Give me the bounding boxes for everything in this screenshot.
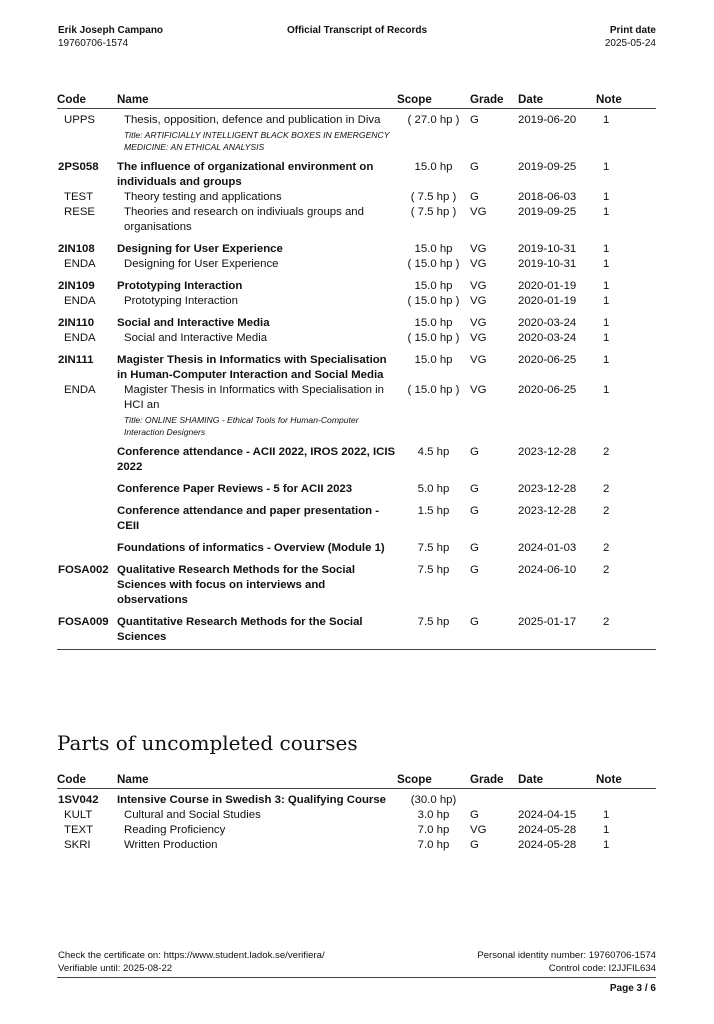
course-grade: G [470,191,479,203]
course-name-text: The influence of organizational environment on individuals and groups [117,161,374,188]
course-grade: G [470,114,479,126]
table-row [57,534,656,556]
course-grade: VG [470,354,487,366]
course-grade: G [470,839,479,851]
course-name-text: Prototyping Interaction [124,295,238,307]
course-grade: VG [470,824,487,836]
course-scope: 7.5 hp [417,616,450,628]
course-name [117,153,397,190]
course-date: 2020-01-19 [518,280,577,292]
course-name [117,331,397,346]
course-name-text: Reading Proficiency [124,824,226,836]
course-name-text: Social and Interactive Media [117,317,270,329]
table-row [57,497,656,534]
course-grade: G [470,505,479,517]
col-grade: Grade [470,93,518,109]
course-name [117,497,397,534]
course-name [117,190,397,205]
course-code: 2IN109 [58,280,95,292]
col-date: Date [518,93,596,109]
course-name [117,556,397,608]
course-grade: G [470,483,479,495]
course-grade: VG [470,243,487,255]
course-grade: G [470,616,479,628]
page-header [58,24,656,54]
course-code [57,497,117,534]
course-name-text: Quantitative Research Methods for the Social Sciences [117,616,363,643]
course-date: 2019-09-25 [518,206,577,218]
course-name [117,346,397,383]
course-note: 1 [603,206,610,218]
course-note: 1 [603,824,610,836]
course-date: 2020-06-25 [518,354,577,366]
col-code: Code [57,773,117,789]
course-note: 2 [603,542,610,554]
course-date: 2024-04-15 [518,809,577,821]
course-date: 2024-05-28 [518,839,577,851]
course-code: SKRI [64,839,91,851]
course-date: 2023-12-28 [518,505,577,517]
course-note: 1 [603,384,610,396]
course-scope: 5.0 hp [417,483,450,495]
course-name-text: Theories and research on indiviuals groups and organisations [124,206,364,233]
course-grade: VG [470,332,487,344]
course-code: TEST [64,191,94,203]
course-note: 2 [603,446,610,458]
course-code: ENDA [64,384,96,396]
course-name [117,534,397,556]
course-name [117,294,397,309]
course-code: FOSA002 [58,564,109,576]
course-name-text: Magister Thesis in Informatics with Specialisation in Human-Computer Interaction and Social Media [117,354,387,381]
page-number: Page 3 / 6 [609,983,656,994]
course-scope: (30.0 hp) [410,794,457,806]
course-date: 2019-10-31 [518,243,577,255]
course-code: ENDA [64,332,96,344]
course-date: 2020-06-25 [518,384,577,396]
course-scope: 7.0 hp [417,824,450,836]
course-scope: 15.0 hp [414,243,453,255]
table-row [57,294,656,309]
table-row [57,331,656,346]
course-name [117,608,397,650]
course-grade [470,789,518,809]
course-date: 2020-03-24 [518,317,577,329]
course-name [117,257,397,272]
course-scope: ( 15.0 hp ) [407,295,460,307]
uncompleted-courses-table [57,773,656,857]
identity-block [477,949,656,975]
course-code: FOSA009 [58,616,109,628]
course-note [596,789,656,809]
table-row [57,838,656,857]
verify-url-line: Check the certificate on: https://www.student.ladok.se/verifiera/ [58,950,325,961]
course-date: 2024-05-28 [518,824,577,836]
col-scope: Scope [397,93,470,109]
course-code [57,475,117,497]
footer-divider [57,977,656,978]
course-code: KULT [64,809,93,821]
course-name [117,235,397,257]
course-grade: VG [470,295,487,307]
course-scope: ( 7.5 hp ) [410,206,457,218]
print-date-block [605,24,656,50]
course-name-text: Foundations of informatics - Overview (Module 1) [117,542,385,554]
course-scope: 7.5 hp [417,564,450,576]
course-name-text: Magister Thesis in Informatics with Specialisation in HCI an [124,384,384,411]
course-name-text: Social and Interactive Media [124,332,268,344]
course-note: 1 [603,295,610,307]
course-date: 2023-12-28 [518,483,577,495]
course-code: 2IN108 [58,243,95,255]
course-note: 1 [603,114,610,126]
course-note: 1 [603,191,610,203]
personal-id: Personal identity number: 19760706-1574 [477,950,656,961]
course-note: 2 [603,564,610,576]
course-scope: ( 7.5 hp ) [410,191,457,203]
course-name-text: Qualitative Research Methods for the Social Sciences with focus on interviews and observations [117,564,356,606]
table-row [57,823,656,838]
col-grade: Grade [470,773,518,789]
course-scope: ( 15.0 hp ) [407,384,460,396]
course-grade: G [470,542,479,554]
course-scope: 4.5 hp [417,446,450,458]
course-grade: G [470,446,479,458]
course-grade: G [470,809,479,821]
course-name [117,808,397,823]
course-name-text: Written Production [124,839,218,851]
course-date: 2020-01-19 [518,295,577,307]
table-row [57,383,656,438]
course-date [518,789,596,809]
course-date: 2019-10-31 [518,258,577,270]
course-name [117,475,397,497]
control-code: Control code: I2JJFIL634 [548,963,656,974]
course-name-text: Theory testing and applications [124,191,282,203]
course-code [57,438,117,475]
course-note: 1 [603,317,610,329]
course-name [117,309,397,331]
course-note: 1 [603,258,610,270]
course-scope: 15.0 hp [414,354,453,366]
course-note: 2 [603,483,610,495]
course-date: 2025-01-17 [518,616,577,628]
course-name [117,272,397,294]
course-name-text: Designing for User Experience [117,243,283,255]
course-code: 2IN110 [58,317,95,329]
print-date: 2025-05-24 [604,38,656,49]
course-grade: G [470,564,479,576]
table-row [57,475,656,497]
course-note: 2 [603,505,610,517]
table-row [57,608,656,650]
course-name [117,205,397,235]
col-name: Name [117,773,397,789]
table-row [57,257,656,272]
course-name [117,823,397,838]
course-date: 2019-06-20 [518,114,577,126]
course-note: 1 [603,332,610,344]
course-name [117,109,397,154]
course-scope: 15.0 hp [414,280,453,292]
course-scope: 15.0 hp [414,161,453,173]
table-row [57,556,656,608]
course-name-text: Thesis, opposition, defence and publication in Diva [124,114,381,126]
table-row [57,808,656,823]
course-name-text: Conference attendance and paper presentation - CEII [117,505,380,532]
course-name-text: Cultural and Social Studies [124,809,261,821]
course-note: 2 [603,616,610,628]
course-code: 2IN111 [58,354,94,366]
table-row [57,789,656,809]
course-note: 1 [603,280,610,292]
table-row [57,272,656,294]
table-header-row [57,93,656,109]
col-name: Name [117,93,397,109]
completed-courses-table [57,93,656,650]
course-scope: 1.5 hp [417,505,450,517]
course-scope: 3.0 hp [417,809,450,821]
table-row [57,153,656,190]
course-name-text: Conference attendance - ACII 2022, IROS 2022, ICIS 2022 [117,446,396,473]
course-scope: 7.5 hp [417,542,450,554]
course-scope: ( 15.0 hp ) [407,332,460,344]
verifiable-until: Verifiable until: 2025-08-22 [58,963,173,974]
course-code [57,534,117,556]
document-title: Official Transcript of Records [286,25,428,36]
course-code: UPPS [64,114,96,126]
course-grade: G [470,161,479,173]
course-name-text: Prototyping Interaction [117,280,243,292]
col-scope: Scope [397,773,470,789]
course-grade: VG [470,206,487,218]
student-name: Erik Joseph Campano [58,25,164,36]
course-grade: VG [470,317,487,329]
thesis-title: Title: ONLINE SHAMING - Ethical Tools for Human-Computer Interaction Designers [124,415,359,437]
course-scope: ( 15.0 hp ) [407,258,460,270]
course-code: ENDA [64,295,96,307]
course-date: 2018-06-03 [518,191,577,203]
print-date-label: Print date [609,25,656,36]
course-code: TEXT [64,824,94,836]
course-date: 2024-01-03 [518,542,577,554]
col-note: Note [596,93,656,109]
table-row [57,346,656,383]
course-name [117,438,397,475]
course-scope: ( 27.0 hp ) [407,114,460,126]
course-name-text: Intensive Course in Swedish 3: Qualifying Course [117,794,387,806]
course-scope: 7.0 hp [417,839,450,851]
course-name [117,383,397,438]
course-name [117,789,397,809]
thesis-title: Title: ARTIFICIALLY INTELLIGENT BLACK BOXES IN EMERGENCY MEDICINE: AN ETHICAL ANALYSIS [124,130,390,152]
course-date: 2024-06-10 [518,564,577,576]
course-grade: VG [470,258,487,270]
course-note: 1 [603,354,610,366]
course-scope: 15.0 hp [414,317,453,329]
col-code: Code [57,93,117,109]
table-row [57,235,656,257]
table-row [57,438,656,475]
course-note: 1 [603,243,610,255]
course-name-text: Conference Paper Reviews - 5 for ACII 2023 [117,483,353,495]
course-note: 1 [603,161,610,173]
table-row [57,205,656,235]
table-row [57,109,656,154]
table-header-row [57,773,656,789]
verification-block [58,949,325,975]
course-grade: VG [470,384,487,396]
course-code: 2PS058 [58,161,99,173]
course-code: 1SV042 [58,794,99,806]
course-code: ENDA [64,258,96,270]
course-grade: VG [470,280,487,292]
course-name-text: Designing for User Experience [124,258,279,270]
course-date: 2023-12-28 [518,446,577,458]
table-row [57,190,656,205]
uncompleted-heading: Parts of uncompleted courses [57,731,358,755]
course-note: 1 [603,809,610,821]
course-code: RESE [64,206,96,218]
student-pid: 19760706-1574 [58,38,129,49]
course-name [117,838,397,857]
course-note: 1 [603,839,610,851]
col-date: Date [518,773,596,789]
course-date: 2020-03-24 [518,332,577,344]
col-note: Note [596,773,656,789]
table-row [57,309,656,331]
course-date: 2019-09-25 [518,161,577,173]
